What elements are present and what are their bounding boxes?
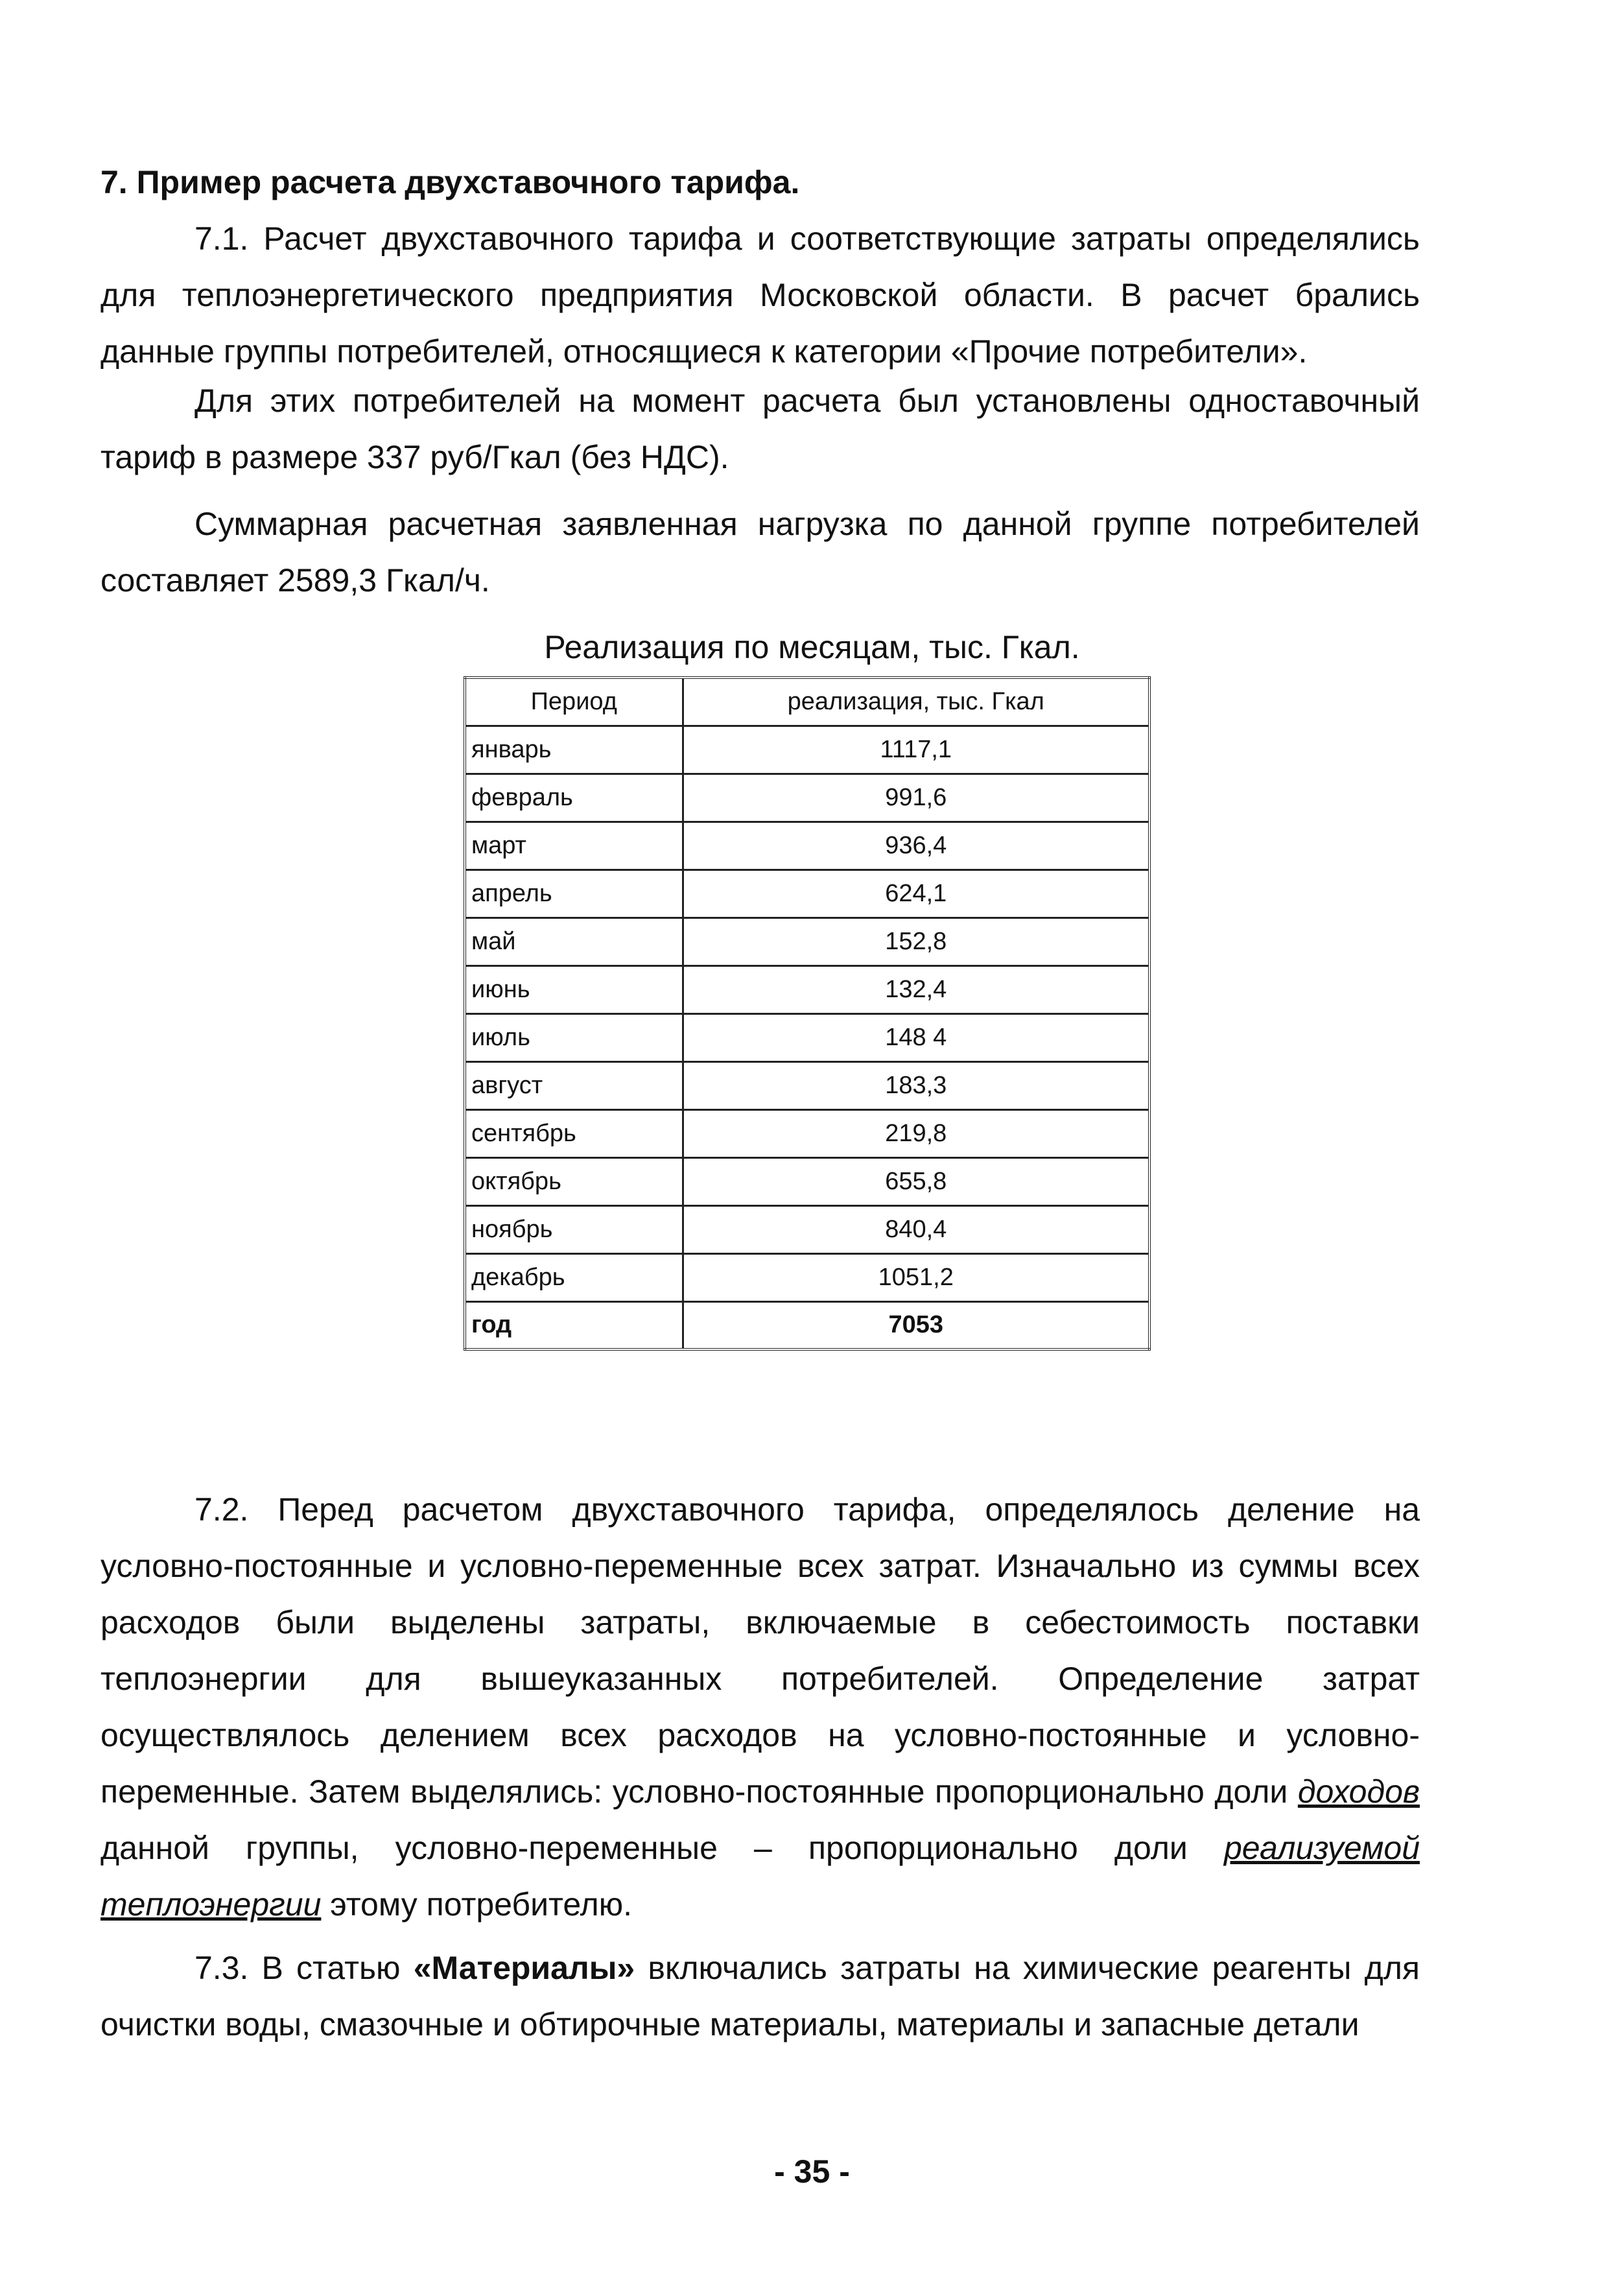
period-cell: август [465, 1061, 683, 1109]
paragraph-7-3-text-2: включались затраты на химические реагенты для очистки воды, смазочные и обтирочные материалы, материалы и запасные детали [100, 1950, 1420, 2042]
period-cell: май [465, 918, 683, 965]
table-row [465, 1061, 1149, 1109]
paragraph-7-2-emphasis-heat: реализуемой теплоэнергии [100, 1830, 1420, 1923]
period-cell: февраль [465, 774, 683, 822]
paragraph-7-3-text-1: 7.3. В статью [194, 1950, 414, 1986]
paragraph-load-block [100, 496, 1420, 609]
table-row [465, 726, 1149, 774]
paragraph-7-1-block [100, 211, 1420, 380]
paragraph-7-3 [100, 1940, 1420, 2053]
sales-table [464, 676, 1151, 1351]
value-cell: 840,4 [683, 1205, 1149, 1253]
period-cell: январь [465, 726, 683, 774]
table-row [465, 870, 1149, 918]
table-row [465, 1109, 1149, 1157]
total-value-cell: 7053 [683, 1301, 1149, 1349]
table-row [465, 1205, 1149, 1253]
value-cell: 148 4 [683, 1013, 1149, 1061]
period-cell: сентябрь [465, 1109, 683, 1157]
value-cell: 219,8 [683, 1109, 1149, 1157]
table-row [465, 1157, 1149, 1205]
column-header-sales: реализация, тыс. Гкал [683, 678, 1149, 726]
paragraph-7-2 [100, 1482, 1420, 1933]
table-row [465, 1253, 1149, 1301]
paragraph-7-3-block [100, 1940, 1420, 2053]
period-cell: июнь [465, 965, 683, 1013]
table-row [465, 822, 1149, 870]
paragraph-tariff-block [100, 373, 1420, 486]
value-cell: 1051,2 [683, 1253, 1149, 1301]
page-number: - 35 - [774, 2153, 850, 2190]
value-cell: 1117,1 [683, 726, 1149, 774]
paragraph-load: Суммарная расчетная заявленная нагрузка по данной группе потребителей составляет 2589,3 Гкал/ч. [100, 506, 1420, 598]
table-row [465, 918, 1149, 965]
period-cell: декабрь [465, 1253, 683, 1301]
table-row [465, 1013, 1149, 1061]
column-header-period: Период [465, 678, 683, 726]
table-row [465, 965, 1149, 1013]
section-heading: 7. Пример расчета двухставочного тарифа. [100, 164, 800, 200]
table-caption: Реализация по месяцам, тыс. Гкал. [544, 629, 1080, 665]
paragraph-7-1: 7.1. Расчет двухставочного тарифа и соответствующие затраты определялись для теплоэнергетического предприятия Московской области. В расчет брались данные группы потребителей, относящиеся к категории «Прочие потребители». [100, 220, 1420, 370]
table-row [465, 774, 1149, 822]
paragraph-7-2-text-3: этому потребителю. [321, 1886, 633, 1923]
paragraph-7-2-text-2: данной группы, условно-переменные – пропорционально доли [100, 1830, 1224, 1866]
value-cell: 183,3 [683, 1061, 1149, 1109]
value-cell: 655,8 [683, 1157, 1149, 1205]
paragraph-7-3-bold-term: «Материалы» [413, 1950, 635, 1986]
period-cell: октябрь [465, 1157, 683, 1205]
value-cell: 132,4 [683, 965, 1149, 1013]
table-total-row [465, 1301, 1149, 1349]
value-cell: 624,1 [683, 870, 1149, 918]
value-cell: 936,4 [683, 822, 1149, 870]
paragraph-7-2-text-1: 7.2. Перед расчетом двухставочного тарифа, определялось деление на условно-постоянные и условно-переменные всех затрат. Изначально из суммы всех расходов были выделены затраты, включаемые в себестоимость поставки теплоэнергии для вышеуказанных потребителей. Определение затрат осуществлялось делением всех расходов на условно-постоянные и условно-переменные. Затем выделялись: условно-постоянные пропорционально доли [100, 1491, 1420, 1810]
table-header-row [465, 678, 1149, 726]
value-cell: 152,8 [683, 918, 1149, 965]
paragraph-7-2-emphasis-income: доходов [1297, 1773, 1420, 1810]
paragraph-tariff: Для этих потребителей на момент расчета был установлены одноставочный тариф в размере 337 руб/Гкал (без НДС). [100, 383, 1420, 475]
period-cell: апрель [465, 870, 683, 918]
total-label-cell: год [465, 1301, 683, 1349]
paragraph-7-2-block [100, 1482, 1420, 1933]
value-cell: 991,6 [683, 774, 1149, 822]
period-cell: ноябрь [465, 1205, 683, 1253]
period-cell: июль [465, 1013, 683, 1061]
period-cell: март [465, 822, 683, 870]
